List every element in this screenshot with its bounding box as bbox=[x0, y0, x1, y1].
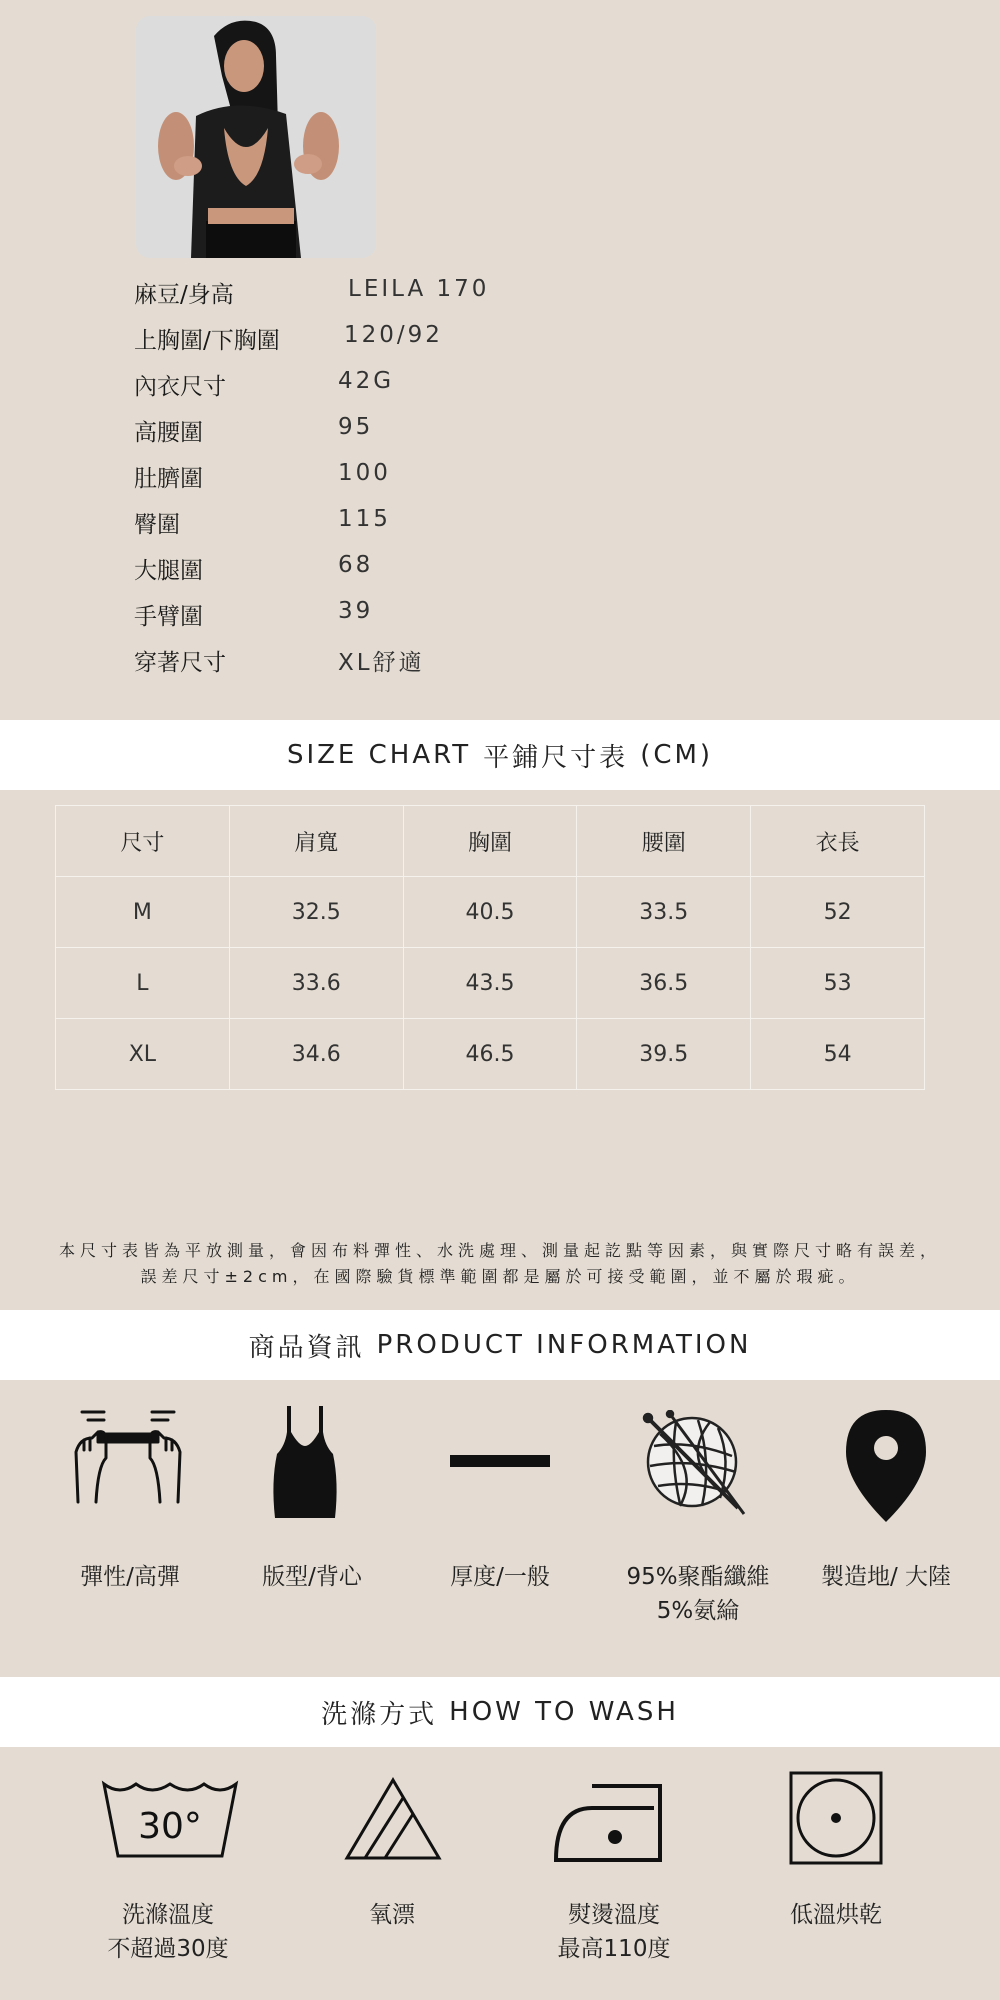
size-table bbox=[55, 805, 925, 1090]
model-row-label: 大腿圍 bbox=[134, 558, 203, 584]
wash-label bbox=[726, 1898, 946, 1932]
product-info-header bbox=[0, 1310, 1000, 1380]
model-row-label: 手臂圍 bbox=[134, 604, 203, 630]
wash-title-zh: 洗滌方式 bbox=[321, 1699, 438, 1730]
product-info-label: 厚度/一般 bbox=[450, 1564, 550, 1590]
model-row bbox=[134, 322, 734, 362]
measurement-note bbox=[20, 1238, 980, 1290]
size-chart-title-en: SIZE CHART bbox=[286, 740, 472, 770]
table-cell: 54 bbox=[751, 1019, 925, 1090]
model-row bbox=[134, 368, 734, 408]
model-row-label: 高腰圍 bbox=[134, 420, 203, 446]
model-row bbox=[134, 644, 734, 684]
table-header-cell: 衣長 bbox=[751, 806, 925, 877]
product-info-title-zh: 商品資訊 bbox=[248, 1332, 365, 1363]
table-row bbox=[56, 877, 925, 948]
thickness-line-icon bbox=[440, 1402, 560, 1522]
product-info-label-line: 95%聚酯纖維 bbox=[626, 1564, 770, 1590]
wash-label bbox=[282, 1898, 502, 1932]
table-header-cell: 尺寸 bbox=[56, 806, 230, 877]
table-cell: 46.5 bbox=[403, 1019, 577, 1090]
wash-temp-symbol: 30° bbox=[138, 1806, 202, 1847]
tumble-dry-icon bbox=[788, 1770, 884, 1866]
table-cell: L bbox=[56, 948, 230, 1019]
measurement-note-line: 誤差尺寸±2cm，在國際驗貨標準範圍都是屬於可接受範圍，並不屬於瑕疵。 bbox=[140, 1267, 860, 1286]
bleach-triangle-icon bbox=[343, 1776, 443, 1862]
table-cell: XL bbox=[56, 1019, 230, 1090]
stretch-icon bbox=[68, 1402, 188, 1522]
wash-label bbox=[504, 1898, 724, 1966]
table-row bbox=[56, 948, 925, 1019]
model-row-value: 115 bbox=[338, 506, 391, 532]
table-cell: 53 bbox=[751, 948, 925, 1019]
table-cell: 39.5 bbox=[577, 1019, 751, 1090]
wash-tub-icon bbox=[100, 1780, 240, 1862]
table-cell: M bbox=[56, 877, 230, 948]
model-row-value: 39 bbox=[338, 598, 374, 624]
model-row-label: 上胸圍/下胸圍 bbox=[134, 328, 280, 354]
table-row bbox=[56, 1019, 925, 1090]
wash-label bbox=[58, 1898, 278, 1966]
model-row-value: 95 bbox=[338, 414, 374, 440]
table-cell: 34.6 bbox=[229, 1019, 403, 1090]
table-cell: 52 bbox=[751, 877, 925, 948]
model-row bbox=[134, 506, 734, 546]
model-row-label: 內衣尺寸 bbox=[134, 374, 226, 400]
product-info-label bbox=[598, 1560, 798, 1628]
model-row bbox=[134, 460, 734, 500]
model-row-label: 麻豆/身高 bbox=[134, 282, 234, 308]
tank-top-icon bbox=[265, 1402, 385, 1522]
model-row-value: 42G bbox=[338, 368, 395, 394]
wash-label-line: 不超過30度 bbox=[107, 1936, 229, 1962]
product-info-label: 製造地/ 大陸 bbox=[820, 1564, 952, 1590]
size-chart-header bbox=[0, 720, 1000, 790]
product-info-label: 彈性/高彈 bbox=[80, 1564, 180, 1590]
model-row-label: 穿著尺寸 bbox=[134, 650, 226, 676]
model-row-label: 臀圍 bbox=[134, 512, 180, 538]
location-pin-icon bbox=[826, 1402, 946, 1522]
wash-label-line: 低溫烘乾 bbox=[790, 1902, 882, 1928]
table-header-cell: 腰圍 bbox=[577, 806, 751, 877]
size-chart-unit: (CM) bbox=[640, 740, 714, 770]
table-cell: 33.6 bbox=[229, 948, 403, 1019]
model-row-value: 120/92 bbox=[344, 322, 443, 348]
iron-icon bbox=[552, 1780, 668, 1864]
model-row-value: XL舒適 bbox=[338, 650, 425, 676]
wash-label-line: 洗滌溫度 bbox=[122, 1902, 214, 1928]
wash-title-en: HOW TO WASH bbox=[449, 1697, 679, 1727]
model-row-label: 肚臍圍 bbox=[134, 466, 203, 492]
model-photo bbox=[136, 16, 376, 258]
table-header-cell: 胸圍 bbox=[403, 806, 577, 877]
model-row bbox=[134, 414, 734, 454]
product-info-label-line: 5%氨綸 bbox=[656, 1598, 740, 1624]
table-cell: 33.5 bbox=[577, 877, 751, 948]
table-header-row bbox=[56, 806, 925, 877]
wash-header bbox=[0, 1677, 1000, 1747]
model-row bbox=[134, 552, 734, 592]
wash-label-line: 熨燙溫度 bbox=[568, 1902, 660, 1928]
model-row-value: 100 bbox=[338, 460, 391, 486]
product-info-label: 版型/背心 bbox=[262, 1564, 362, 1590]
yarn-ball-icon bbox=[640, 1410, 760, 1530]
measurement-note-line: 本尺寸表皆為平放測量，會因布料彈性、水洗處理、測量起訖點等因素，與實際尺寸略有誤差， bbox=[58, 1241, 941, 1260]
wash-label-line: 最高110度 bbox=[557, 1936, 671, 1962]
model-row-value: 68 bbox=[338, 552, 374, 578]
table-cell: 32.5 bbox=[229, 877, 403, 948]
size-chart-title-zh: 平鋪尺寸表 bbox=[483, 742, 629, 773]
model-row bbox=[134, 276, 734, 316]
table-header-cell: 肩寬 bbox=[229, 806, 403, 877]
model-row bbox=[134, 598, 734, 638]
table-cell: 36.5 bbox=[577, 948, 751, 1019]
model-row-value: LEILA 170 bbox=[348, 276, 490, 302]
product-info-title-en: PRODUCT INFORMATION bbox=[376, 1330, 752, 1360]
wash-label-line: 氧漂 bbox=[369, 1902, 415, 1928]
table-cell: 43.5 bbox=[403, 948, 577, 1019]
table-cell: 40.5 bbox=[403, 877, 577, 948]
